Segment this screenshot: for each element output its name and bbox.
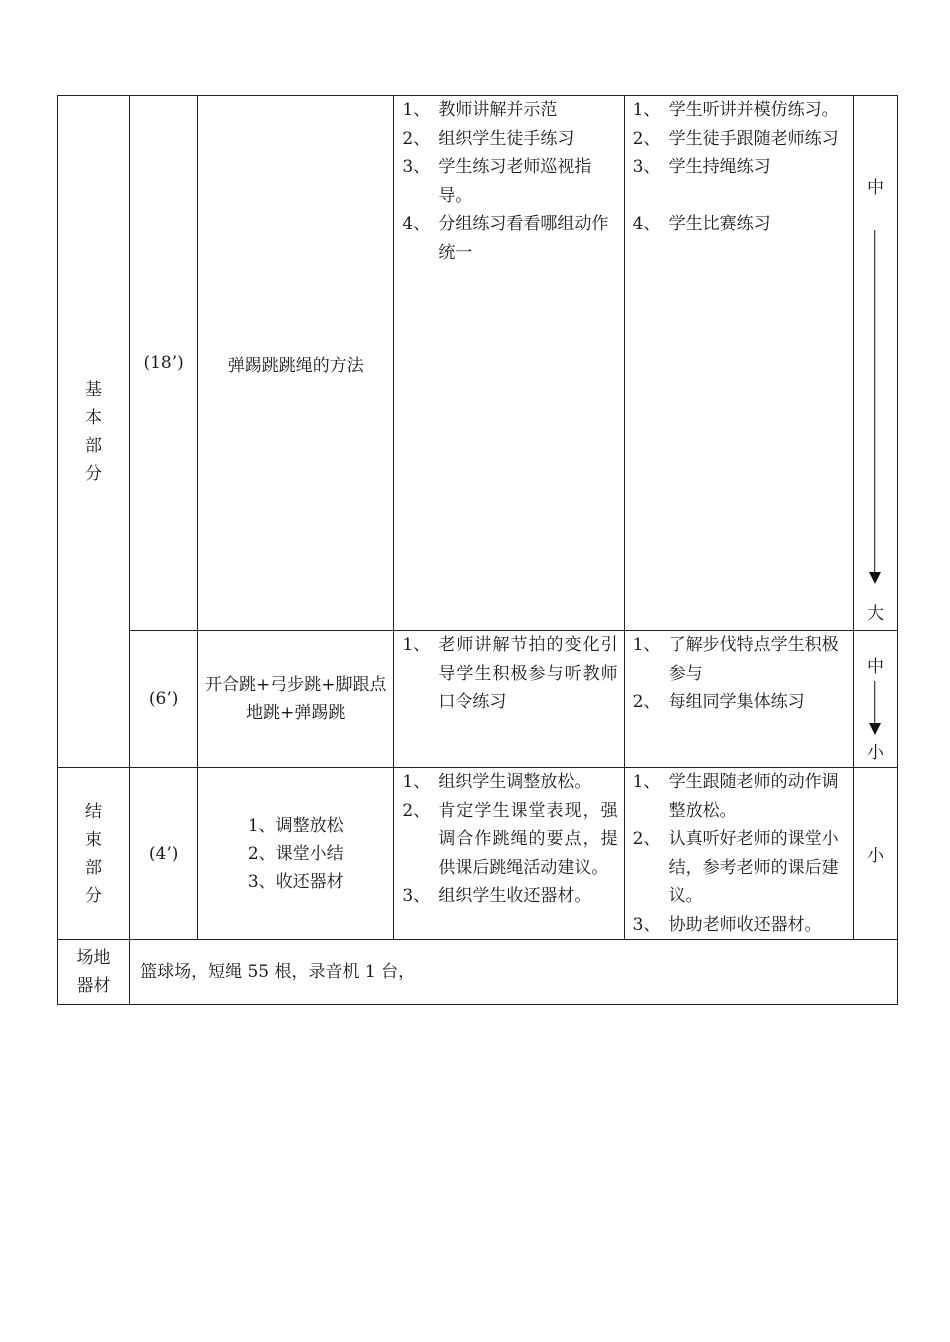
arrow-head-icon xyxy=(869,723,881,735)
down-arrow-icon xyxy=(875,681,876,725)
load-end-label: 小 xyxy=(866,743,884,763)
student-steps xyxy=(625,631,853,717)
venue-text-cell xyxy=(130,940,898,1005)
list-item: 1、 了解步伐特点学生积极参与 xyxy=(632,635,839,684)
time-cell xyxy=(130,631,198,768)
basic-part-label-cell xyxy=(58,96,130,768)
venue-label: 场地 器材 xyxy=(76,948,111,996)
table-row xyxy=(58,768,898,940)
teacher-activity-cell xyxy=(394,96,624,631)
table-row xyxy=(58,631,898,768)
teacher-activity-cell xyxy=(394,631,624,768)
load-end-label: 大 xyxy=(866,604,884,624)
load-label: 小 xyxy=(866,846,884,866)
table-row xyxy=(58,940,898,1005)
list-item: 2、 认真听好老师的课堂小结，参考老师的课后建议。 xyxy=(632,829,839,906)
list-item: 1、 学生跟随老师的动作调整放松。 xyxy=(632,772,839,821)
list-item: 2、 学生徒手跟随老师练习 xyxy=(632,128,839,149)
time-cell xyxy=(130,768,198,940)
section-label: 基 本 部 分 xyxy=(85,379,103,484)
list-item: 3、 组织学生收还器材。 xyxy=(402,886,592,906)
content-cell xyxy=(198,631,394,768)
content-list: 1、调整放松 2、课堂小结 3、收还器材 xyxy=(247,815,344,892)
list-item: 2、 每组同学集体练习 xyxy=(632,692,805,712)
list-item: 3、 学生持绳练习 xyxy=(632,157,771,177)
student-steps xyxy=(625,768,853,939)
list-item: 2、 肯定学生课堂表现，强调合作跳绳的要点，提供课后跳绳活动建议。 xyxy=(402,800,618,878)
teacher-steps xyxy=(394,96,623,267)
teacher-steps xyxy=(394,631,623,717)
time-text: (4’) xyxy=(148,843,179,864)
student-activity-cell xyxy=(624,631,853,768)
load-start-label: 中 xyxy=(866,178,884,198)
list-item: 4、 分组练习看看哪组动作统一 xyxy=(402,214,609,263)
load-cell xyxy=(853,96,897,631)
teacher-activity-cell xyxy=(394,768,624,940)
student-steps xyxy=(625,96,853,238)
content-cell xyxy=(198,96,394,631)
list-item: 2、 组织学生徒手练习 xyxy=(402,128,575,149)
list-item: 1、 学生听讲并模仿练习。 xyxy=(632,100,839,120)
list-item: 3、 协助老师收还器材。 xyxy=(632,914,822,935)
venue-text: 篮球场，短绳 55 根，录音机 1 台， xyxy=(140,962,416,982)
time-text: (6’) xyxy=(148,689,179,709)
lesson-plan-table xyxy=(57,95,898,1005)
student-activity-cell xyxy=(624,768,853,940)
content-text: 开合跳+弓步跳+脚跟点地跳+弹踢跳 xyxy=(205,675,387,723)
table-row xyxy=(58,96,898,631)
time-cell xyxy=(130,96,198,631)
time-text: (18’) xyxy=(143,353,184,373)
list-item: 1、 组织学生调整放松。 xyxy=(402,772,592,792)
down-arrow-icon xyxy=(875,230,876,574)
content-cell xyxy=(198,768,394,940)
venue-label-cell xyxy=(58,940,130,1005)
load-cell xyxy=(853,768,897,940)
list-item: 1、 老师讲解节拍的变化引导学生积极参与听教师口令练习 xyxy=(402,635,618,712)
teacher-steps xyxy=(394,768,623,911)
load-cell xyxy=(853,631,897,768)
arrow-head-icon xyxy=(869,572,881,584)
section-label: 结 束 部 分 xyxy=(85,801,103,906)
content-text: 弹踢跳跳绳的方法 xyxy=(227,355,364,376)
load-start-label: 中 xyxy=(866,657,884,677)
list-item: 3、 学生练习老师巡视指导。 xyxy=(402,157,592,206)
list-item: 4、 学生比赛练习 xyxy=(632,213,771,234)
list-item: 1、 教师讲解并示范 xyxy=(402,100,558,120)
student-activity-cell xyxy=(624,96,853,631)
end-part-label-cell xyxy=(58,768,130,940)
